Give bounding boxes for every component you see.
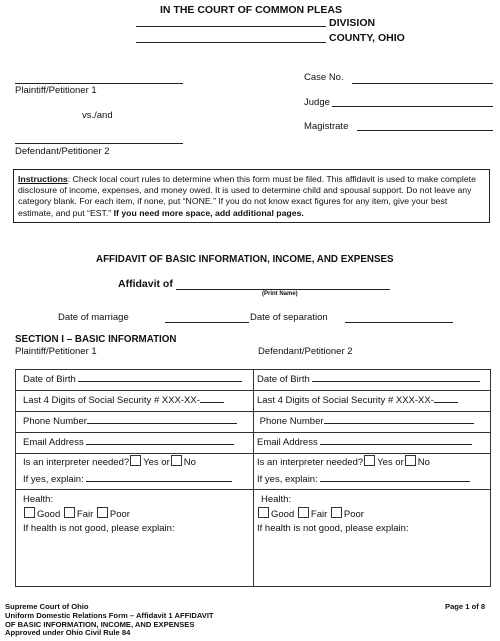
division-name-line[interactable] [136,26,326,27]
p1-health-cell [16,490,254,587]
plaintiff-label: Plaintiff/Petitioner 1 [15,85,97,96]
p2-explain-label: If yes, explain: [257,474,318,485]
p1-yes-label: Yes or [143,457,170,468]
affidavit-of-label: Affidavit of [118,278,173,290]
p2-interpreter-yes-checkbox[interactable] [364,455,375,466]
print-name-label: (Print Name) [262,291,298,297]
p2-interpreter-no-checkbox[interactable] [405,455,416,466]
p2-good-label: Good [271,509,295,520]
p1-health-poor-checkbox[interactable] [97,507,108,518]
p2-dob-cell [254,370,491,391]
p1-explain-label: If yes, explain: [23,474,84,485]
p1-dob-field[interactable] [78,381,242,382]
p1-good-label: Good [37,509,61,520]
p2-email-field[interactable] [320,444,472,445]
p2-dob-field[interactable] [312,381,480,382]
footer-line-1: Supreme Court of Ohio [5,602,89,611]
instructions-heading: Instructions [18,174,68,184]
instructions-body: : Check local court rules to determine when this form must be filed. This affidavit is used to make complete disclosure of income, expenses, and money owed. It is used to determine child and spousal support. Do not leave any category blank. For each item, if none, put “NONE.” If you do not know exact figures for any item, give your best estimate, and put “EST.” [18,174,476,218]
court-title: IN THE COURT OF COMMON PLEAS [160,4,342,16]
p2-health-label: Health: [261,494,292,505]
date-of-separation-label: Date of separation [250,312,328,323]
affidavit-name-field[interactable] [176,289,390,290]
footer-line-4: Approved under Ohio Civil Rule 84 [5,628,131,638]
section-1-title: SECTION I – BASIC INFORMATION [15,334,177,345]
p2-health-explain-label: If health is not good, please explain: [257,523,409,534]
judge-label: Judge [304,97,330,108]
basic-info-table [15,369,491,587]
p2-explain-field[interactable] [320,481,470,482]
county-name-line[interactable] [136,42,326,43]
p2-fair-label: Fair [310,509,328,520]
p1-health-fair-checkbox[interactable] [64,507,75,518]
date-of-marriage-label: Date of marriage [58,312,129,323]
p1-poor-label: Poor [109,509,130,520]
p2-ssn-field[interactable] [434,402,458,403]
p1-explain-field[interactable] [86,481,232,482]
section-1-col2-label: Defendant/Petitioner 2 [258,346,353,357]
magistrate-field[interactable] [357,130,493,131]
p1-dob-label: Date of Birth [23,374,76,385]
page-number: Page 1 of 8 [445,602,486,611]
date-of-marriage-field[interactable] [165,322,249,323]
defendant-label: Defendant/Petitioner 2 [15,146,110,157]
case-no-field[interactable] [352,83,493,84]
p2-yes-label: Yes or [377,457,404,468]
p2-ssn-label: Last 4 Digits of Social Security # XXX-XX- [257,395,434,406]
p1-ssn-field[interactable] [200,402,224,403]
p1-ssn-label: Last 4 Digits of Social Security # XXX-XX- [23,395,200,406]
p1-fair-label: Fair [76,509,94,520]
footer-line-2: Uniform Domestic Relations Form – Affidavit 1 AFFIDAVIT [5,610,214,620]
p2-interpreter-label: Is an interpreter needed? [257,457,364,468]
p1-email-label: Email Address [23,437,84,448]
p1-no-label: No [183,457,196,468]
p2-health-good-checkbox[interactable] [258,507,269,518]
vs-label: vs./and [82,110,113,121]
footer-text [5,603,214,638]
p1-interpreter-label: Is an interpreter needed? [23,457,130,468]
p2-phone-field[interactable] [324,423,474,424]
p2-health-fair-checkbox[interactable] [298,507,309,518]
p2-email-label: Email Address [257,437,318,448]
p2-poor-label: Poor [343,509,364,520]
case-no-label: Case No. [304,72,344,83]
division-label: DIVISION [329,17,376,29]
magistrate-label: Magistrate [304,121,349,132]
date-of-separation-field[interactable] [345,322,453,323]
p1-health-explain-label: If health is not good, please explain: [23,523,175,534]
p1-email-field[interactable] [86,444,234,445]
p2-health-cell [254,490,491,587]
p1-health-good-checkbox[interactable] [24,507,35,518]
section-1-col1-label: Plaintiff/Petitioner 1 [15,346,97,357]
p2-dob-label: Date of Birth [257,374,310,385]
p1-interpreter-yes-checkbox[interactable] [130,455,141,466]
plaintiff-name-line[interactable] [15,83,183,84]
p1-dob-cell [16,370,254,391]
judge-field[interactable] [332,106,493,107]
p2-phone-label: Phone Number [259,416,324,427]
instructions-more-space: If you need more space, add additional pages. [113,207,304,218]
footer-line-3: OF BASIC INFORMATION, INCOME, AND EXPENSES [5,619,195,629]
affidavit-title: AFFIDAVIT OF BASIC INFORMATION, INCOME, AND EXPENSES [96,254,394,265]
p1-health-label: Health: [23,494,54,505]
instructions-box [13,169,490,223]
defendant-name-line[interactable] [15,143,183,144]
p2-no-label: No [417,457,430,468]
p1-phone-label: Phone Number [23,416,87,427]
p1-phone-field[interactable] [87,423,237,424]
p2-health-poor-checkbox[interactable] [331,507,342,518]
county-label: COUNTY, OHIO [329,32,405,44]
p1-interpreter-no-checkbox[interactable] [171,455,182,466]
